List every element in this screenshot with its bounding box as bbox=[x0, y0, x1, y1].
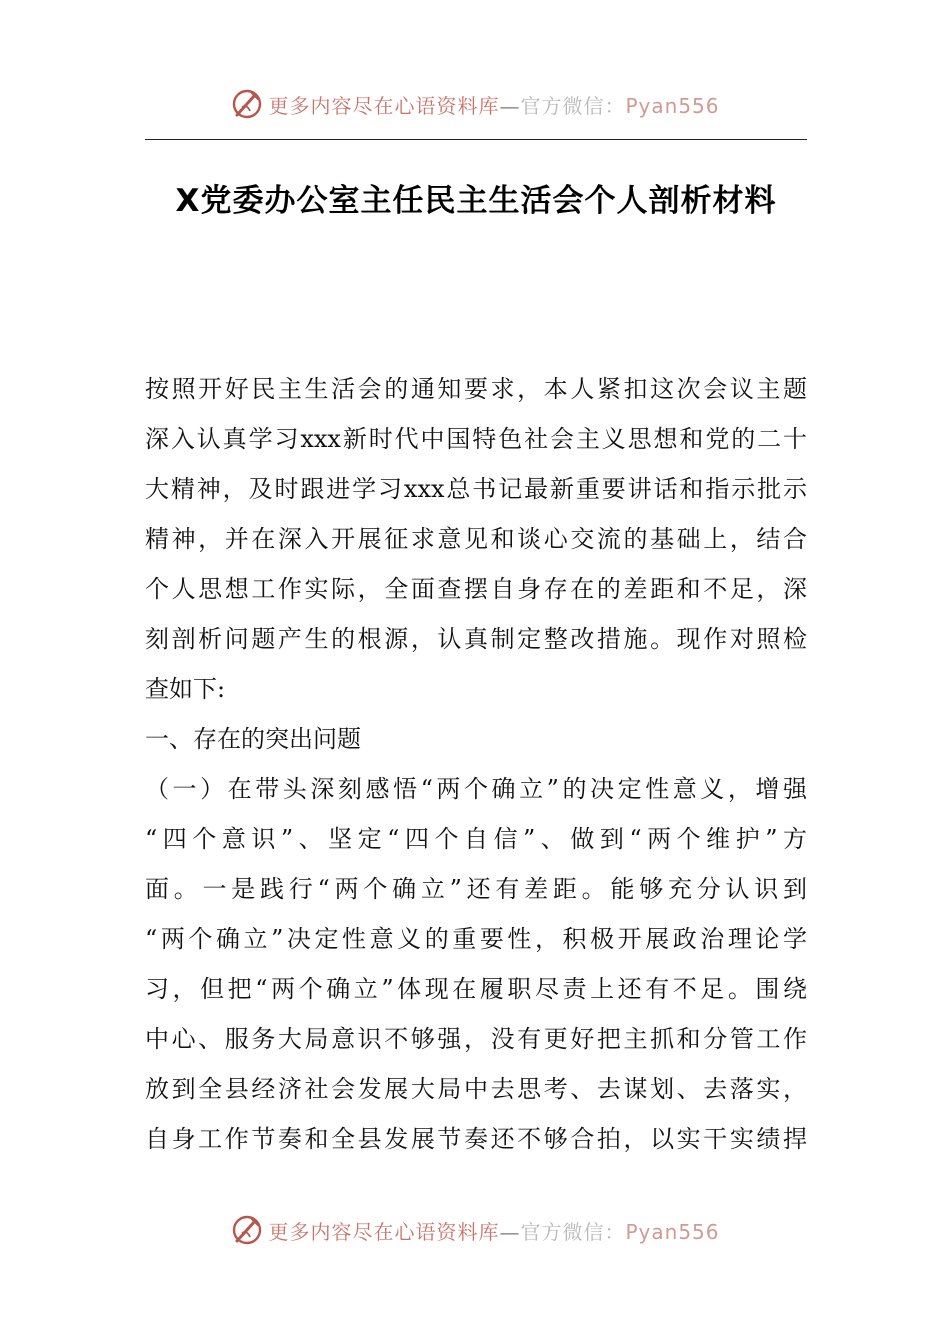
watermark-site: 更多内容尽在心语资料库 bbox=[268, 93, 500, 118]
watermark-wechat-label: 官方微信： bbox=[520, 93, 626, 118]
body-line: 面。一是践行“两个确立”还有差距。能够充分认识到 bbox=[145, 875, 807, 903]
header-divider bbox=[145, 139, 807, 140]
body-line: “四个意识”、坚定“四个自信”、做到“两个维护”方 bbox=[145, 825, 807, 853]
pen-logo-icon bbox=[230, 1213, 264, 1247]
body-line: 查如下: bbox=[145, 675, 226, 703]
body-line: 大精神，及时跟进学习xxx总书记最新重要讲话和指示批示 bbox=[145, 475, 807, 503]
watermark-wechat-id: Pyan556 bbox=[625, 93, 720, 118]
watermark-dash: — bbox=[499, 1219, 521, 1244]
body-line: 个人思想工作实际，全面查摆自身存在的差距和不足，深 bbox=[145, 575, 807, 603]
body-line: 按照开好民主生活会的通知要求，本人紧扣这次会议主题 bbox=[145, 375, 807, 403]
watermark-dash: — bbox=[499, 93, 521, 118]
body-line: 深入认真学习xxx新时代中国特色社会主义思想和党的二十 bbox=[145, 425, 807, 453]
pen-logo-icon bbox=[230, 87, 264, 121]
header-watermark bbox=[0, 84, 950, 124]
footer-watermark bbox=[0, 1210, 950, 1250]
section-heading: 一、存在的突出问题 bbox=[145, 725, 361, 753]
body-line: 刻剖析问题产生的根源，认真制定整改措施。现作对照检 bbox=[145, 625, 807, 653]
body-line: 中心、服务大局意识不够强，没有更好把主抓和分管工作 bbox=[145, 1025, 807, 1053]
body-line: 自身工作节奏和全县发展节奏还不够合拍，以实干实绩捍 bbox=[145, 1125, 807, 1153]
body-line: 精神，并在深入开展征求意见和谈心交流的基础上，结合 bbox=[145, 525, 807, 553]
watermark-wechat-id: Pyan556 bbox=[625, 1219, 720, 1244]
page-title: X党委办公室主任民主生活会个人剖析材料 bbox=[175, 183, 777, 219]
body-line: “两个确立”决定性意义的重要性，积极开展政治理论学 bbox=[145, 925, 807, 953]
watermark-wechat-label: 官方微信： bbox=[520, 1219, 626, 1244]
body-line: 习，但把“两个确立”体现在履职尽责上还有不足。围绕 bbox=[145, 975, 807, 1003]
document-body bbox=[145, 364, 807, 1164]
body-line: 放到全县经济社会发展大局中去思考、去谋划、去落实， bbox=[145, 1075, 807, 1103]
body-line: （一）在带头深刻感悟“两个确立”的决定性意义，增强 bbox=[145, 775, 807, 803]
watermark-site: 更多内容尽在心语资料库 bbox=[268, 1219, 500, 1244]
